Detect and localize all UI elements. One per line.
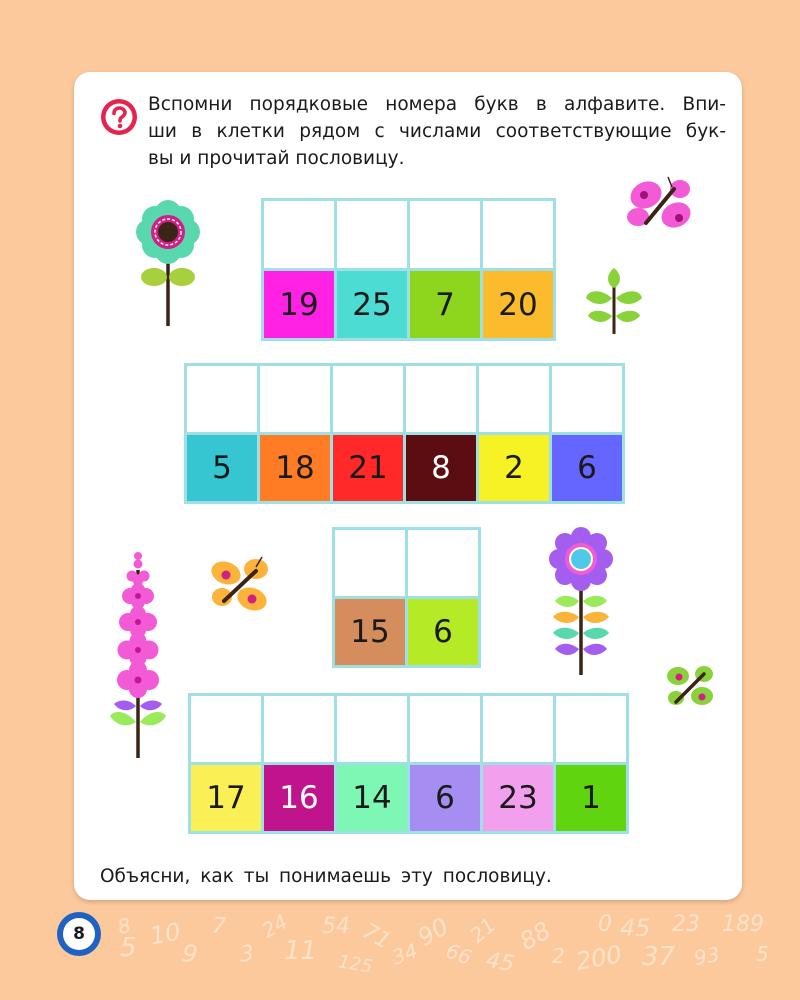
butterfly-icon <box>664 662 716 712</box>
puzzle-row-2 <box>184 363 625 504</box>
butterfly-icon <box>206 553 274 615</box>
instruction-line-1: Вспомни порядковые номера букв в алфавите. Впи- <box>148 94 726 115</box>
letter-answer-cell[interactable] <box>406 366 476 432</box>
letter-answer-cell[interactable] <box>483 696 553 762</box>
background-number: 71 <box>357 918 395 955</box>
background-number: 189 <box>722 912 764 937</box>
puzzle-row-4 <box>188 693 629 834</box>
puzzle-row-3 <box>332 527 481 668</box>
number-cell: 25 <box>337 271 407 338</box>
page-number-badge <box>57 912 101 956</box>
number-cell: 1 <box>556 765 626 831</box>
background-number: 3 <box>238 941 256 968</box>
letter-answer-cell[interactable] <box>479 366 549 432</box>
number-cell: 5 <box>187 435 257 501</box>
flower-petals <box>136 200 200 264</box>
background-number: 200 <box>573 940 624 976</box>
background-number: 93 <box>692 941 722 971</box>
background-number: 24 <box>257 909 292 943</box>
letter-answer-cell[interactable] <box>187 366 257 432</box>
task-instruction <box>148 91 726 172</box>
background-number: 54 <box>322 914 350 939</box>
letter-answer-cell[interactable] <box>483 201 553 268</box>
background-number: 5 <box>120 933 137 963</box>
background-number: 11 <box>284 936 318 966</box>
letter-answer-cell[interactable] <box>410 696 480 762</box>
background-number: 45 <box>484 947 517 978</box>
letter-answer-cell[interactable] <box>260 366 330 432</box>
background-number: 2 <box>552 944 565 968</box>
question-mark-icon <box>100 98 138 136</box>
page-number: 8 <box>63 918 95 950</box>
letter-answer-cell[interactable] <box>264 201 334 268</box>
background-number: 21 <box>465 912 501 948</box>
flower-icon <box>130 198 210 328</box>
number-cell: 2 <box>479 435 549 501</box>
flower-stem <box>141 256 195 326</box>
number-cell: 23 <box>483 765 553 831</box>
flower-icon <box>545 527 621 677</box>
footer-question: Объясни, как ты понимаешь эту пословицу. <box>100 866 552 887</box>
puzzle-row-1 <box>261 198 556 341</box>
letter-answer-cell[interactable] <box>408 530 478 596</box>
background-number: 0 <box>598 912 612 937</box>
instruction-line-3: вы и прочитай пословицу. <box>148 148 405 169</box>
background-number: 9 <box>179 938 200 970</box>
lupine-flower-icon <box>108 550 168 760</box>
number-cell: 8 <box>406 435 476 501</box>
letter-answer-cell[interactable] <box>264 696 334 762</box>
number-cell: 21 <box>333 435 403 501</box>
background-number: 34 <box>388 938 421 970</box>
background-number: 10 <box>147 917 183 951</box>
letter-answer-cell[interactable] <box>333 366 403 432</box>
instruction-line-2: ши в клетки рядом с числами соответствующие бук- <box>148 121 726 142</box>
number-cell: 19 <box>264 271 334 338</box>
background-number: 23 <box>672 912 700 937</box>
sprout-icon <box>582 262 646 334</box>
letter-answer-cell[interactable] <box>191 696 261 762</box>
background-number: 37 <box>642 942 676 972</box>
number-cell: 14 <box>337 765 407 831</box>
number-cell: 16 <box>264 765 334 831</box>
butterfly-icon <box>624 175 696 237</box>
background-number: 7 <box>210 913 228 940</box>
number-cell: 6 <box>552 435 622 501</box>
letter-answer-cell[interactable] <box>337 201 407 268</box>
letter-answer-cell[interactable] <box>410 201 480 268</box>
background-number: 8 <box>115 912 134 940</box>
number-cell: 7 <box>410 271 480 338</box>
number-cell: 6 <box>410 765 480 831</box>
letter-answer-cell[interactable] <box>337 696 407 762</box>
background-number: 45 <box>620 914 651 942</box>
number-cell: 20 <box>483 271 553 338</box>
letter-answer-cell[interactable] <box>552 366 622 432</box>
letter-answer-cell[interactable] <box>335 530 405 596</box>
letter-answer-cell[interactable] <box>556 696 626 762</box>
number-cell: 15 <box>335 599 405 665</box>
background-number: 125 <box>336 951 375 978</box>
number-cell: 6 <box>408 599 478 665</box>
number-cell: 17 <box>191 765 261 831</box>
number-cell: 18 <box>260 435 330 501</box>
background-number: 5 <box>756 942 769 966</box>
background-number: 66 <box>442 938 475 970</box>
background-number: 88 <box>515 916 556 956</box>
background-number: 90 <box>413 912 454 952</box>
